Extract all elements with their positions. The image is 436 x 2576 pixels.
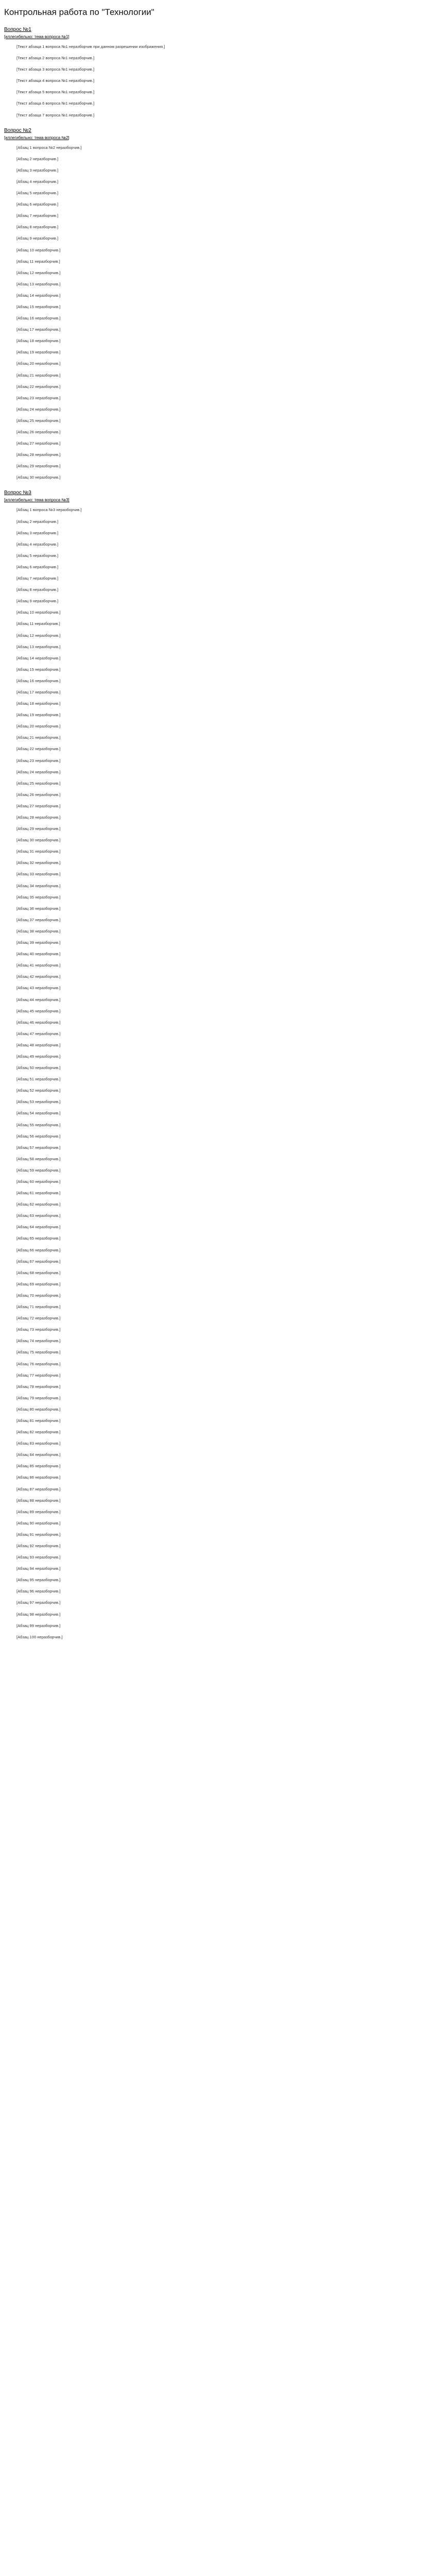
tasks-container [4, 27, 432, 1640]
body-paragraph: [Абзац 22 неразборчив.] [16, 747, 61, 752]
body-paragraph: [Абзац 50 неразборчив.] [16, 1065, 61, 1071]
body-paragraph: [Абзац 21 неразборчив.] [16, 735, 61, 740]
body-paragraph: [Абзац 81 неразборчив.] [16, 1418, 61, 1423]
body-paragraph: [Абзац 21 неразборчив.] [16, 372, 61, 378]
task-heading: Вопрос №2 [4, 127, 31, 133]
body-paragraph: [Абзац 13 неразборчив.] [16, 644, 61, 649]
body-paragraph: [Абзац 80 неразборчив.] [16, 1406, 61, 1412]
task-heading: Вопрос №1 [4, 27, 31, 32]
body-paragraph: [Абзац 66 неразборчив.] [16, 1247, 61, 1252]
body-paragraph: [Абзац 100 неразборчив.] [16, 1634, 63, 1639]
body-paragraph: [Абзац 64 неразборчив.] [16, 1225, 61, 1230]
body-paragraph: [Абзац 7 неразборчив.] [16, 213, 59, 218]
body-paragraph: [Абзац 5 неразборчив.] [16, 191, 59, 196]
body-paragraph: [Абзац 31 неразборчив.] [16, 849, 61, 854]
body-paragraph: [Абзац 84 неразборчив.] [16, 1452, 61, 1458]
body-paragraph: [Абзац 22 неразборчив.] [16, 384, 61, 389]
task-section [4, 128, 432, 481]
body-paragraph: [Абзац 28 неразборчив.] [16, 452, 61, 457]
body-paragraph: [Абзац 16 неразборчив.] [16, 316, 61, 321]
body-paragraph: [Абзац 70 неразборчив.] [16, 1293, 61, 1298]
body-paragraph: [Абзац 6 неразборчив.] [16, 202, 59, 207]
body-paragraph: [Абзац 27 неразборчив.] [16, 803, 61, 808]
body-paragraph: [Абзац 1 вопроса №2 неразборчив.] [16, 145, 82, 150]
body-paragraph: [Абзац 99 неразборчив.] [16, 1623, 61, 1628]
task-topic: [иллегибельно: тема вопроса №3] [4, 498, 69, 503]
body-paragraph: [Абзац 7 неразборчив.] [16, 576, 59, 581]
body-paragraph: [Абзац 93 неразборчив.] [16, 1555, 61, 1560]
body-paragraph: [Абзац 79 неразборчив.] [16, 1395, 61, 1400]
body-paragraph: [Абзац 47 неразборчив.] [16, 1031, 61, 1036]
body-paragraph: [Абзац 28 неразборчив.] [16, 815, 61, 820]
document-title: Контрольная работа по "Технологии" [4, 7, 154, 17]
body-paragraph: [Абзац 88 неразборчив.] [16, 1498, 61, 1503]
body-paragraph: [Абзац 49 неразборчив.] [16, 1054, 61, 1059]
body-paragraph: [Текст абзаца 5 вопроса №1 неразборчив.] [16, 90, 95, 95]
body-paragraph: [Абзац 11 неразборчив.] [16, 621, 60, 626]
body-paragraph: [Абзац 59 неразборчив.] [16, 1167, 61, 1173]
body-paragraph: [Абзац 25 неразборчив.] [16, 781, 61, 786]
body-paragraph: [Абзац 16 неразборчив.] [16, 678, 61, 683]
body-paragraph: [Абзац 98 неразборчив.] [16, 1612, 61, 1617]
body-paragraph: [Абзац 43 неразборчив.] [16, 986, 61, 991]
body-paragraph: [Абзац 3 неразборчив.] [16, 530, 59, 535]
body-paragraph: [Абзац 87 неразборчив.] [16, 1486, 61, 1492]
body-paragraph: [Абзац 76 неразборчив.] [16, 1361, 61, 1366]
body-paragraph: [Абзац 14 неразборчив.] [16, 655, 61, 660]
body-paragraph: [Абзац 48 неразборчив.] [16, 1042, 61, 1047]
body-paragraph: [Абзац 27 неразборчив.] [16, 441, 61, 446]
body-paragraph: [Абзац 55 неразборчив.] [16, 1122, 61, 1127]
body-paragraph: [Абзац 52 неразборчив.] [16, 1088, 61, 1093]
body-paragraph: [Абзац 11 неразборчив.] [16, 259, 60, 264]
body-paragraph: [Абзац 97 неразборчив.] [16, 1600, 61, 1605]
body-paragraph: [Абзац 9 неразборчив.] [16, 236, 59, 241]
body-paragraph: [Абзац 8 неразборчив.] [16, 225, 59, 230]
body-paragraph: [Абзац 67 неразборчив.] [16, 1259, 61, 1264]
task-topic: [иллегибельно: тема вопроса №1] [4, 35, 69, 39]
body-paragraph: [Текст абзаца 2 вопроса №1 неразборчив.] [16, 56, 95, 61]
task-section [4, 27, 432, 118]
body-paragraph: [Абзац 95 неразборчив.] [16, 1578, 61, 1583]
body-paragraph: [Абзац 32 неразборчив.] [16, 860, 61, 866]
body-paragraph: [Абзац 33 неразборчив.] [16, 872, 61, 877]
body-paragraph: [Абзац 85 неразборчив.] [16, 1464, 61, 1469]
body-paragraph: [Абзац 54 неразборчив.] [16, 1111, 61, 1116]
body-paragraph: [Абзац 71 неразборчив.] [16, 1304, 61, 1310]
body-paragraph: [Абзац 10 неразборчив.] [16, 247, 61, 252]
body-paragraph: [Абзац 15 неразборчив.] [16, 667, 61, 672]
body-paragraph: [Абзац 82 неразборчив.] [16, 1430, 61, 1435]
body-paragraph: [Абзац 29 неразборчив.] [16, 826, 61, 832]
body-paragraph: [Абзац 39 неразборчив.] [16, 940, 61, 945]
body-paragraph: [Абзац 41 неразборчив.] [16, 963, 61, 968]
body-paragraph: [Абзац 75 неразборчив.] [16, 1350, 61, 1355]
body-paragraph: [Абзац 92 неразборчив.] [16, 1544, 61, 1548]
body-paragraph: [Абзац 57 неразборчив.] [16, 1145, 61, 1150]
body-paragraph: [Абзац 37 неразборчив.] [16, 917, 61, 922]
body-paragraph: [Текст абзаца 1 вопроса №1 неразборчив при данном разрешении изображения.] [16, 44, 165, 49]
body-paragraph: [Абзац 44 неразборчив.] [16, 997, 61, 1002]
body-paragraph: [Абзац 8 неразборчив.] [16, 587, 59, 592]
body-paragraph: [Абзац 9 неразборчив.] [16, 599, 59, 604]
body-paragraph: [Абзац 72 неразборчив.] [16, 1316, 61, 1321]
body-paragraph: [Абзац 34 неразборчив.] [16, 883, 61, 888]
body-paragraph: [Абзац 90 неразборчив.] [16, 1520, 61, 1526]
task-heading: Вопрос №3 [4, 490, 31, 496]
body-paragraph: [Абзац 1 вопроса №3 неразборчив.] [16, 507, 82, 513]
body-paragraph: [Абзац 91 неразборчив.] [16, 1532, 61, 1537]
body-paragraph: [Текст абзаца 7 вопроса №1 неразборчив.] [16, 112, 95, 117]
body-paragraph: [Абзац 13 неразборчив.] [16, 281, 61, 286]
body-paragraph: [Абзац 51 неразборчив.] [16, 1077, 61, 1082]
body-paragraph: [Абзац 86 неразборчив.] [16, 1475, 61, 1480]
body-paragraph: [Абзац 56 неразборчив.] [16, 1133, 61, 1139]
body-paragraph: [Текст абзаца 4 вопроса №1 неразборчив.] [16, 78, 95, 83]
body-paragraph: [Абзац 24 неразборчив.] [16, 406, 61, 412]
body-paragraph: [Абзац 78 неразборчив.] [16, 1384, 61, 1389]
body-paragraph: [Абзац 25 неразборчив.] [16, 418, 61, 423]
body-paragraph: [Абзац 46 неразборчив.] [16, 1020, 61, 1025]
body-paragraph: [Абзац 89 неразборчив.] [16, 1509, 61, 1514]
body-paragraph: [Абзац 30 неразборчив.] [16, 838, 61, 843]
body-paragraph: [Абзац 23 неразборчив.] [16, 395, 61, 400]
body-paragraph: [Абзац 42 неразборчив.] [16, 974, 61, 979]
body-paragraph: [Абзац 10 неразборчив.] [16, 610, 61, 615]
body-paragraph: [Абзац 2 неразборчив.] [16, 156, 59, 161]
body-paragraph: [Абзац 20 неразборчив.] [16, 361, 61, 366]
body-paragraph: [Абзац 83 неразборчив.] [16, 1441, 61, 1446]
body-paragraph: [Абзац 3 неразборчив.] [16, 167, 59, 173]
body-paragraph: [Абзац 23 неразборчив.] [16, 758, 61, 763]
body-paragraph: [Абзац 5 неразборчив.] [16, 553, 59, 558]
body-paragraph: [Абзац 96 неразборчив.] [16, 1589, 61, 1594]
task-topic: [иллегибельно: тема вопроса №2] [4, 135, 69, 140]
body-paragraph: [Абзац 77 неразборчив.] [16, 1372, 61, 1378]
body-paragraph: [Абзац 12 неразборчив.] [16, 270, 61, 275]
body-paragraph: [Абзац 73 неразборчив.] [16, 1327, 61, 1332]
body-paragraph: [Абзац 19 неразборчив.] [16, 713, 61, 718]
body-paragraph: [Абзац 18 неразборчив.] [16, 701, 61, 706]
body-paragraph: [Абзац 69 неразборчив.] [16, 1281, 61, 1286]
body-paragraph: [Абзац 20 неразборчив.] [16, 724, 61, 729]
body-paragraph: [Абзац 53 неразборчив.] [16, 1099, 61, 1105]
body-paragraph: [Абзац 26 неразборчив.] [16, 792, 61, 797]
body-paragraph: [Абзац 36 неразборчив.] [16, 906, 61, 911]
body-paragraph: [Абзац 6 неразборчив.] [16, 564, 59, 569]
body-paragraph: [Абзац 35 неразборчив.] [16, 894, 61, 900]
body-paragraph: [Абзац 14 неразборчив.] [16, 293, 61, 298]
body-paragraph: [Абзац 18 неразборчив.] [16, 338, 61, 344]
body-paragraph: [Абзац 61 неразборчив.] [16, 1191, 61, 1196]
body-paragraph: [Абзац 60 неразборчив.] [16, 1179, 61, 1184]
body-paragraph: [Абзац 94 неразборчив.] [16, 1566, 61, 1571]
body-paragraph: [Абзац 30 неразборчив.] [16, 475, 61, 480]
body-paragraph: [Абзац 19 неразборчив.] [16, 350, 61, 355]
body-paragraph: [Абзац 17 неразборчив.] [16, 689, 61, 694]
body-paragraph: [Абзац 24 неразборчив.] [16, 769, 61, 774]
body-paragraph: [Абзац 45 неразборчив.] [16, 1008, 61, 1013]
body-paragraph: [Абзац 65 неразборчив.] [16, 1236, 61, 1241]
body-paragraph: [Текст абзаца 3 вопроса №1 неразборчив.] [16, 67, 95, 72]
body-paragraph: [Абзац 26 неразборчив.] [16, 430, 61, 434]
body-paragraph: [Абзац 29 неразборчив.] [16, 464, 61, 469]
body-paragraph: [Абзац 4 неразборчив.] [16, 179, 59, 184]
body-paragraph: [Абзац 15 неразборчив.] [16, 304, 61, 309]
body-paragraph: [Абзац 38 неразборчив.] [16, 928, 61, 934]
body-paragraph: [Абзац 4 неразборчив.] [16, 541, 59, 547]
body-paragraph: [Абзац 58 неразборчив.] [16, 1156, 61, 1161]
body-paragraph: [Абзац 40 неразборчив.] [16, 952, 61, 957]
body-paragraph: [Абзац 12 неразборчив.] [16, 633, 61, 638]
body-paragraph: [Абзац 2 неразборчив.] [16, 519, 59, 524]
task-section [4, 490, 432, 1640]
body-paragraph: [Текст абзаца 6 вопроса №1 неразборчив.] [16, 101, 95, 106]
body-paragraph: [Абзац 63 неразборчив.] [16, 1213, 61, 1218]
body-paragraph: [Абзац 62 неразборчив.] [16, 1202, 61, 1207]
body-paragraph: [Абзац 68 неразборчив.] [16, 1270, 61, 1275]
body-paragraph: [Абзац 74 неразборчив.] [16, 1338, 61, 1344]
body-paragraph: [Абзац 17 неразборчив.] [16, 327, 61, 332]
